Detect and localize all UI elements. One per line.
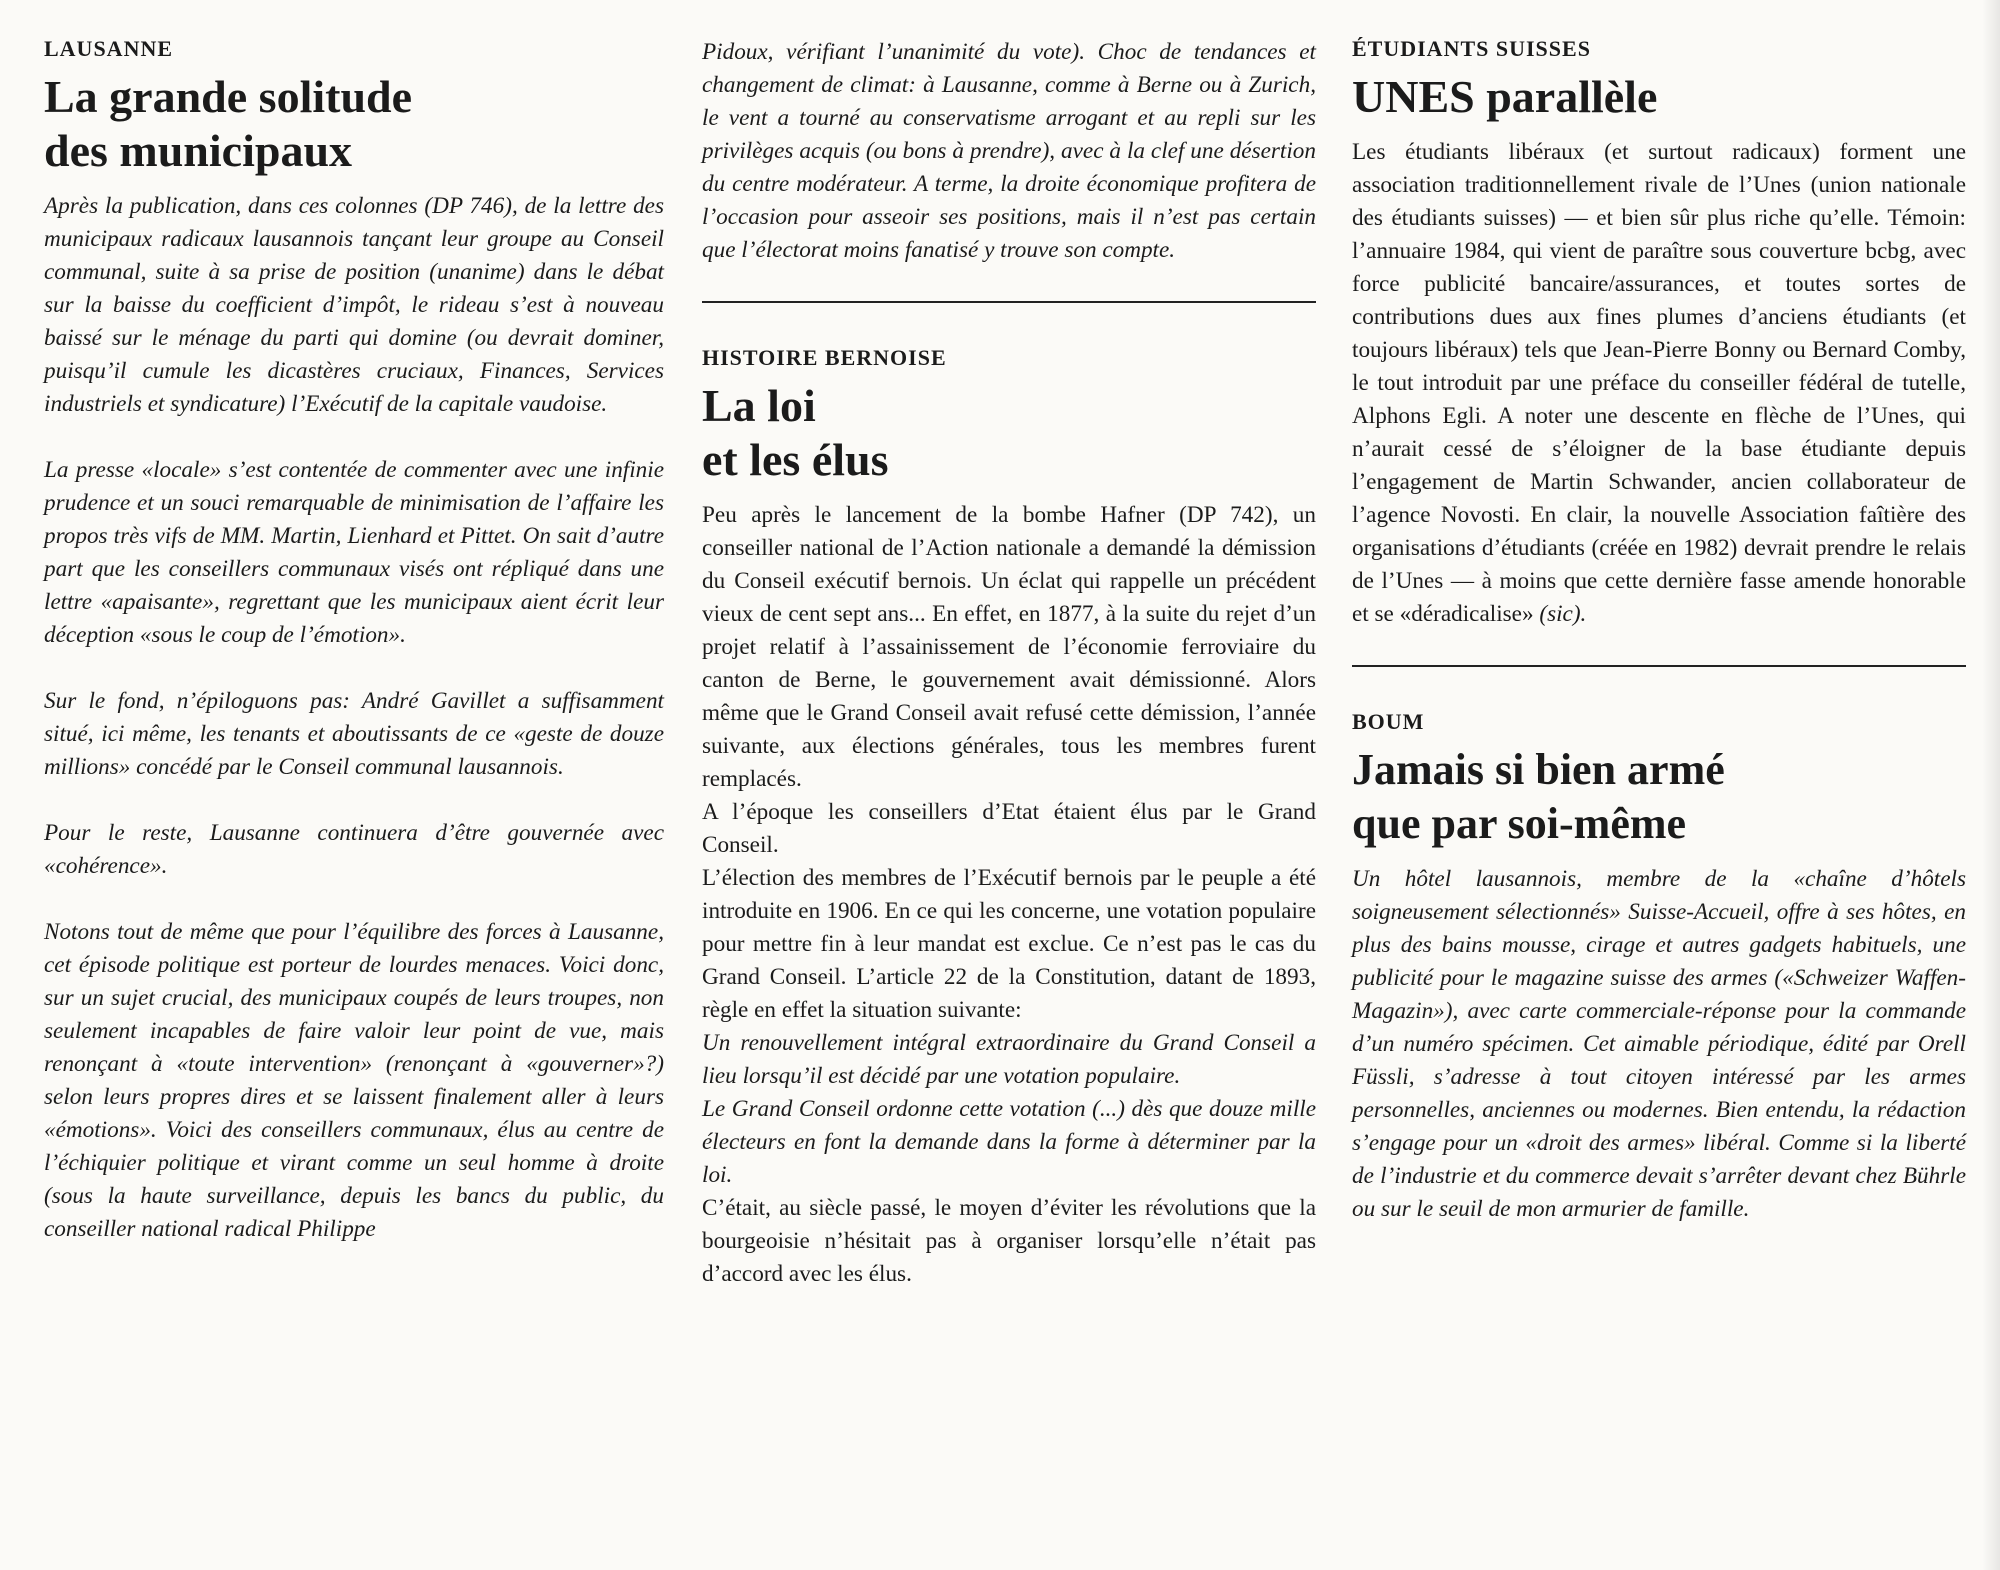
paragraph-main: Les étudiants libéraux (et surtout radicaux) forment une association traditionnellement rivale de l’Unes (union nationale des étudiants suisses) — et bien sûr plus riche qu’elle. Témoin: l’annuaire 1984, qui vient de paraître sous couverture bcbg, avec force publicité bancaire/assurances, et toutes sortes de contributions dues aux fines plumes d’anciens étudiants (et toujours libéraux) tels que Jean-Pierre Bonny ou Bernard Comby, le tout introduit par une préface du conseiller fédéral de tutelle, Alphons Egli. A noter une descente en flèche de l’Unes, qui n’aurait cessé de s’éloigner de la base étudiante depuis l’engagement de Martin Schwander, ancien collaborateur de l’agence Novosti. En clair, la nouvelle Association faîtière des organisations d’étudiants (créée en 1982) devrait prendre le relais de l’Unes — à moins que cette dernière fasse amende honorable et se «déradicalise» [1352, 139, 1966, 627]
kicker-etudiants: ÉTUDIANTS SUISSES [1352, 36, 1591, 61]
headline-etudiants: UNES parallèle [1352, 71, 1658, 122]
paragraph: La presse «locale» s’est contentée de commenter avec une infinie prudence et un souci remarquable de minimisation de l’affaire les propos très vifs de MM. Martin, Lienhard et Pittet. On sait d’autre part que les conseillers communaux visés ont répliqué dans une lettre «apaisante», regrettant que les municipaux aient écrit leur déception «sous le coup de l’émotion». [44, 457, 664, 648]
headline-histoire-line2: et les élus [702, 434, 889, 485]
column-1 [44, 36, 664, 1246]
headline-boum-line2: que par soi-même [1352, 799, 1687, 848]
article-histoire-body [702, 499, 1316, 1291]
section-divider [1352, 665, 1966, 667]
headline-lausanne-line2: des municipaux [44, 125, 353, 176]
kicker-boum: BOUM [1352, 709, 1425, 734]
article-lausanne-body [44, 190, 664, 1246]
headline-boum [1352, 743, 1966, 851]
paragraph: Un hôtel lausannois, membre de la «chaîne d’hôtels soigneusement sélectionnés» Suisse-Accueil, offre à ses hôtes, en plus des bains mousse, cirage et autres gadgets habituels, une publicité pour le magazine suisse des armes («Schweizer Waffen-Magazin»), avec carte commerciale-réponse pour la commande d’un numéro spécimen. Cet aimable périodique, édité par Orell Füssli, s’adresse à tout citoyen intéressé par les armes personnelles, anciennes ou modernes. Bien entendu, la rédaction s’engage pour un «droit des armes» libéral. Comme si la liberté de l’industrie et du commerce devait s’arrêter devant chez Bührle ou sur le seuil de mon armurier de famille. [1352, 866, 1966, 1222]
paragraph: Pidoux, vérifiant l’unanimité du vote). Choc de tendances et changement de climat: à Lausanne, comme à Berne ou à Zurich, le vent a tourné au conservatisme arrogant et au repli sur les privilèges acquis (ou bons à prendre), avec à la clef une désertion du centre modérateur. A terme, la droite économique profitera de l’occasion pour asseoir ses positions, mais il n’est pas certain que l’électorat moins fanatisé y trouve son compte. [702, 39, 1316, 263]
article-etudiants-body [1352, 136, 1966, 631]
kicker-lausanne: LAUSANNE [44, 36, 174, 61]
sic-note: (sic). [1539, 601, 1587, 627]
paragraph: C’était, au siècle passé, le moyen d’éviter les révolutions que la bourgeoisie n’hésitait pas à organiser lorsqu’elle n’était pas d’accord avec les élus. [702, 1195, 1316, 1287]
article-boum-body [1352, 863, 1966, 1226]
headline-boum-line1: Jamais si bien armé [1352, 745, 1725, 794]
article-lausanne-continued [702, 36, 1316, 267]
section-divider [702, 301, 1316, 303]
kicker-histoire-bernoise: HISTOIRE BERNOISE [702, 345, 947, 370]
paragraph: A l’époque les conseillers d’Etat étaient élus par le Grand Conseil. [702, 799, 1316, 858]
headline-lausanne-line1: La grande solitude [44, 71, 413, 122]
paragraph-quote: Le Grand Conseil ordonne cette votation (...) dès que douze mille électeurs en font la demande dans la forme à déterminer par la loi. [702, 1096, 1316, 1188]
column-2 [702, 36, 1316, 1291]
paragraph-quote: Un renouvellement intégral extraordinaire du Grand Conseil a lieu lorsqu’il est décidé par une votation populaire. [702, 1030, 1316, 1089]
paragraph: Pour le reste, Lausanne continuera d’être gouvernée avec «cohérence». [44, 820, 664, 879]
headline-histoire-line1: La loi [702, 380, 816, 431]
paragraph: Sur le fond, n’épiloguons pas: André Gavillet a suffisamment situé, ici même, les tenants et aboutissants de ce «geste de douze millions» concédé par le Conseil communal lausannois. [44, 688, 664, 780]
headline-lausanne [44, 70, 664, 178]
paragraph: Notons tout de même que pour l’équilibre des forces à Lausanne, cet épisode politique est porteur de lourdes menaces. Voici donc, sur un sujet crucial, des municipaux coupés de leurs troupes, non seulement incapables de faire valoir leur point de vue, mais renonçant à «toute intervention» (renonçant à «gouverner»?) selon leurs propres dires et se laissent finalement aller à leurs «émotions». Voici des conseillers communaux, élus au centre de l’échiquier politique et virant comme un seul homme à droite (sous la haute surveillance, depuis les bancs du public, du conseiller national radical Philippe [44, 919, 664, 1242]
column-3 [1352, 36, 1966, 1226]
page-edge-shadow [1982, 0, 2000, 1570]
paragraph [1352, 136, 1966, 631]
paragraph: Peu après le lancement de la bombe Hafner (DP 742), un conseiller national de l’Action nationale a demandé la démission du Conseil exécutif bernois. Un éclat qui rappelle un précédent vieux de cent sept ans... En effet, en 1877, à la suite du rejet d’un projet relatif à l’assainissement de l’économie ferroviaire du canton de Berne, le gouvernement avait démissionné. Alors même que le Grand Conseil avait refusé cette démission, l’année suivante, aux élections générales, tous les membres furent remplacés. [702, 502, 1316, 792]
headline-histoire-bernoise [702, 379, 1316, 487]
paragraph: L’élection des membres de l’Exécutif bernois par le peuple a été introduite en 1906. En ce qui les concerne, une votation populaire pour mettre fin à leur mandat est exclue. Ce n’est pas le cas du Grand Conseil. L’article 22 de la Constitution, datant de 1893, règle en effet la situation suivante: [702, 865, 1316, 1023]
paragraph: Après la publication, dans ces colonnes (DP 746), de la lettre des municipaux radicaux lausannois tançant leur groupe au Conseil communal, suite à sa prise de position (unanime) dans le débat sur la baisse du coefficient d’impôt, le rideau s’est à nouveau baissé sur le ménage du parti qui domine (ou devrait dominer, puisqu’il cumule les dicastères cruciaux, Finances, Services industriels et syndicature) l’Exécutif de la capitale vaudoise. [44, 193, 664, 417]
